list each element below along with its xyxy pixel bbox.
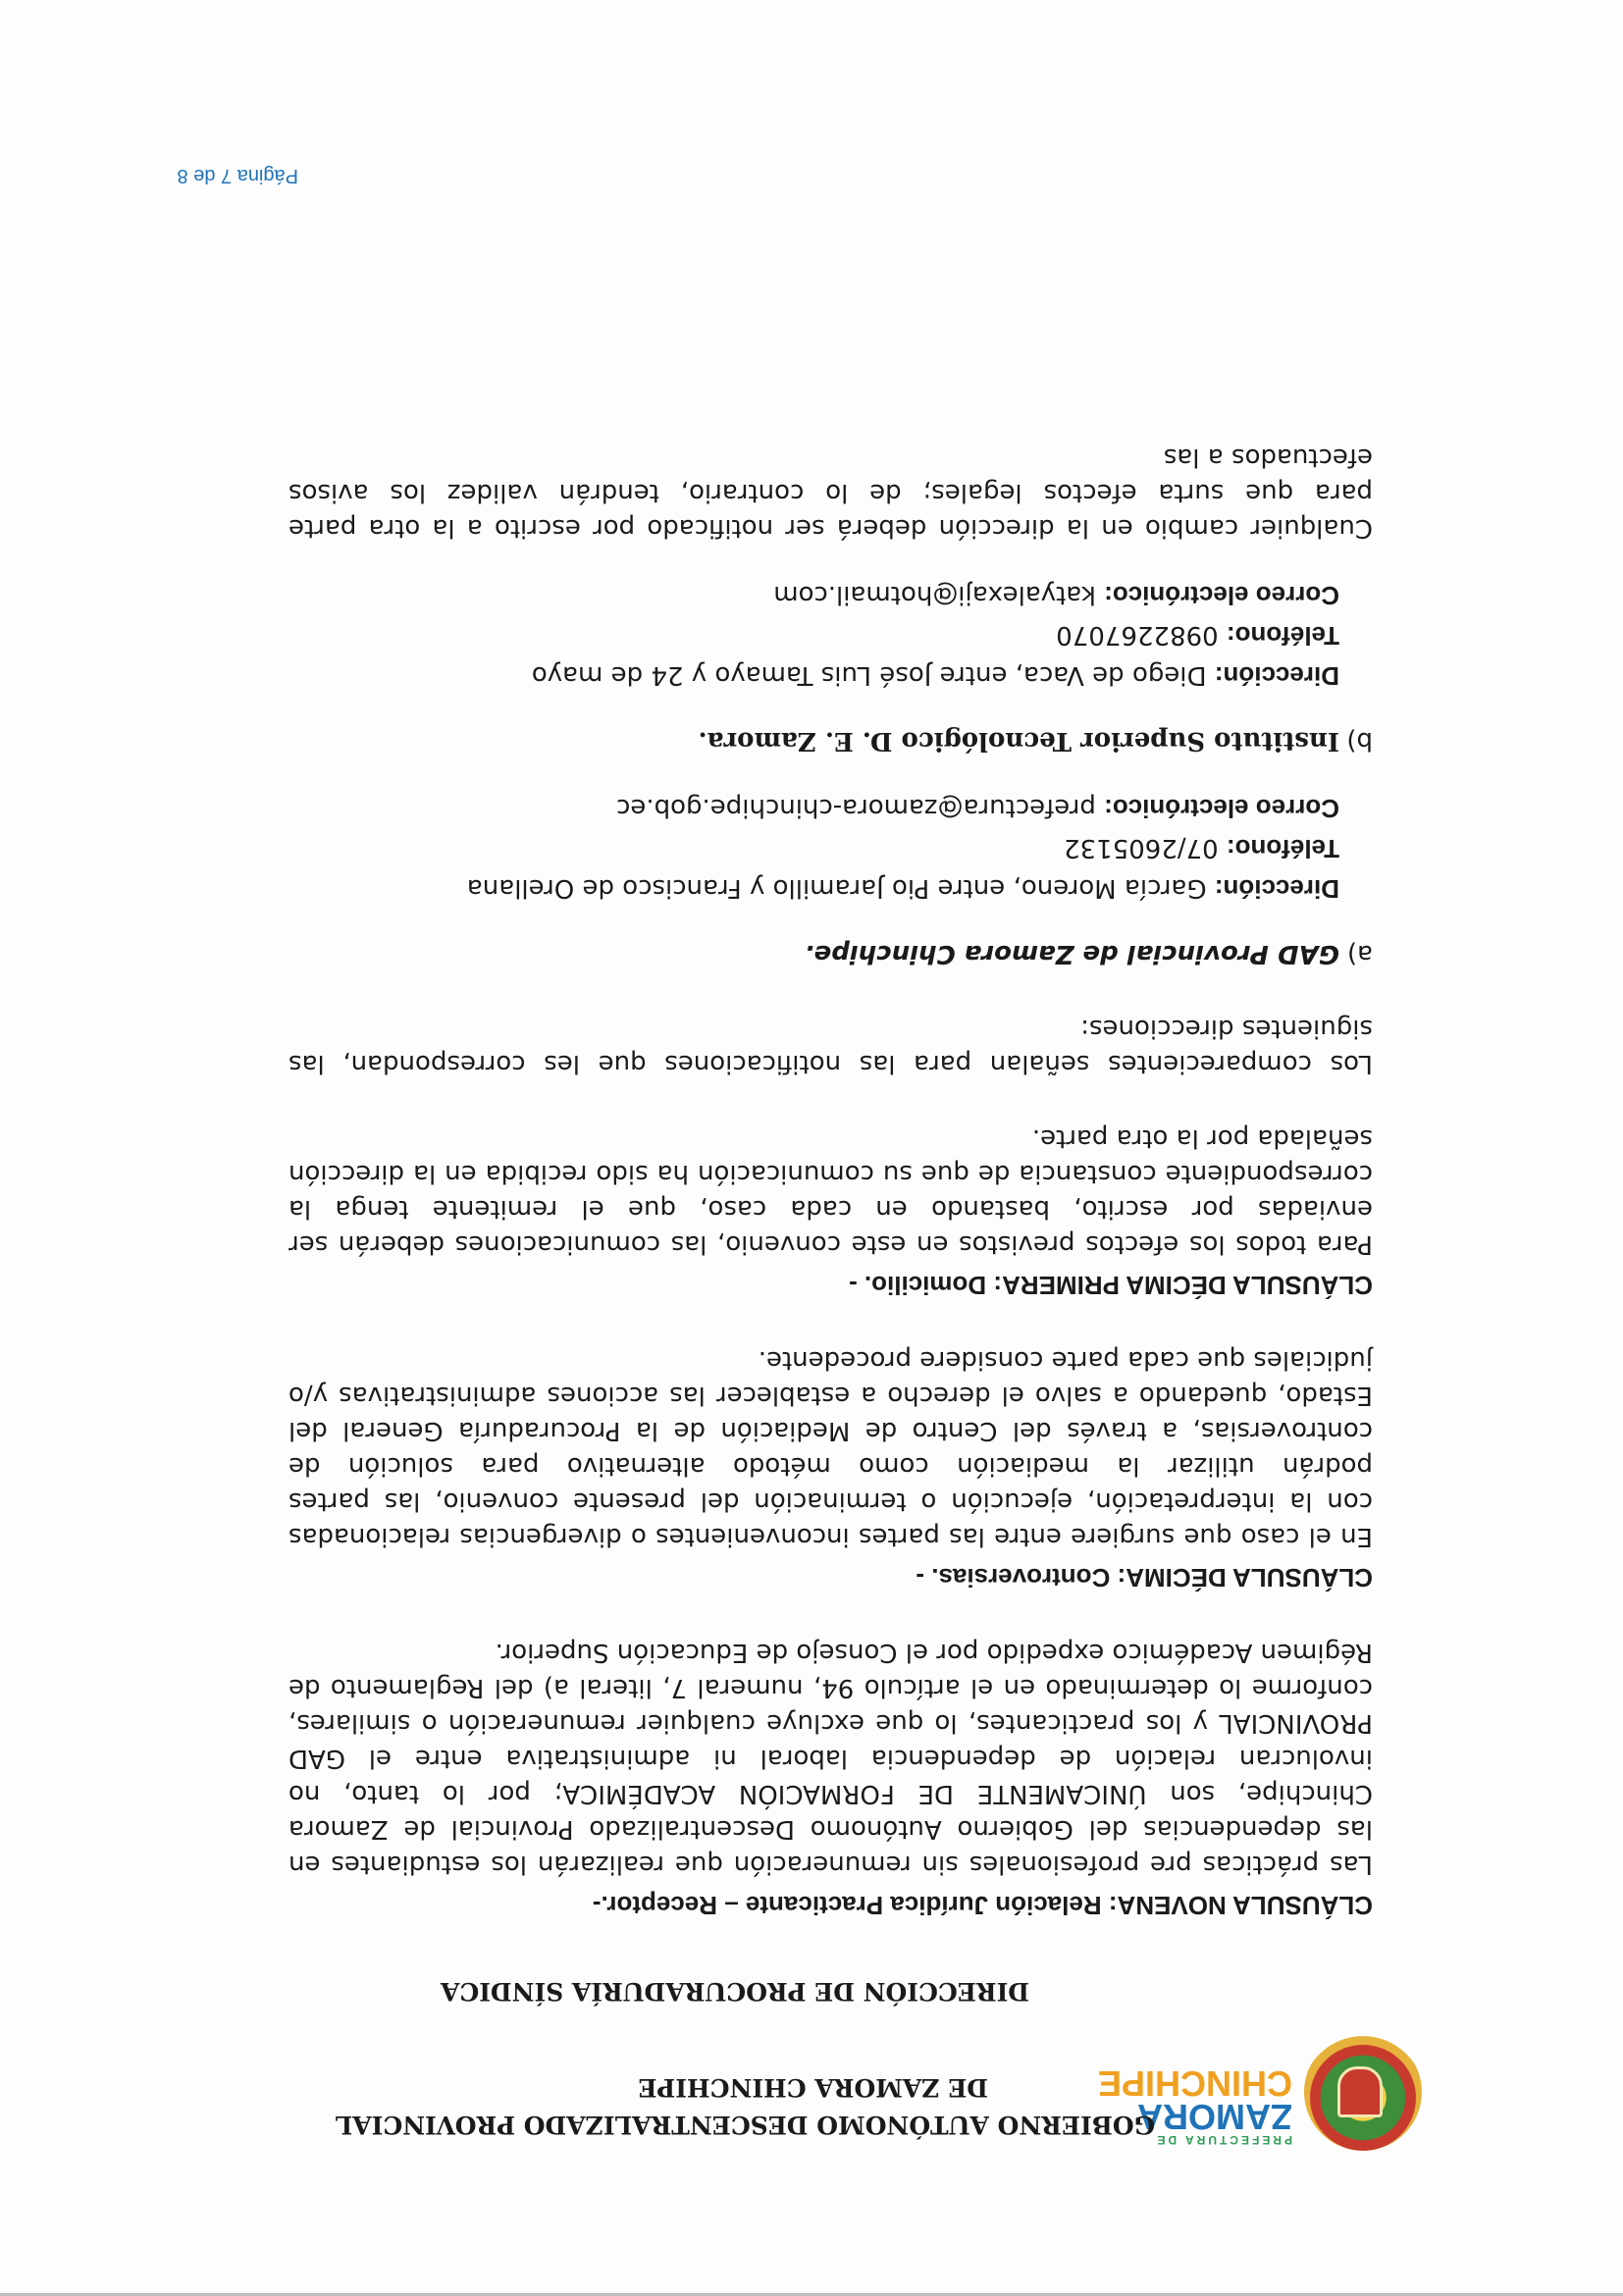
domicilio-paragraph-1: Para todos los efectos previstos en este convenio, las comunicaciones deberán ser enviadas por escrito, bastando en cada caso, que el remitente tenga la correspondiente constancia de que su comunicación ha sido recibida en la dirección señalada por la otra parte.: [288, 1123, 1373, 1259]
spacer: [288, 546, 1373, 575]
telefono-label: Teléfono:: [1226, 834, 1339, 863]
correo-value: katyalexaji@hotmail.com: [773, 580, 1096, 609]
clausula-decima-text: En el caso que surgiere entre las partes inconvenientes o divergencias relacionadas con la interpretación, ejecución o terminación del presente convenio, las partes podrán utilizar la mediación como método alternativo para solución de controversias, a través del Centro de Mediación de la Procuraduría General del Estado, quedando a salvo el derecho a establecer las acciones administrativas y/o judiciales que cada parte considere procedente.: [288, 1345, 1373, 1551]
party-b-name: Instituto Superior Tecnológico D. E. Zamora.: [698, 726, 1339, 756]
clausula-decima-heading: CLÁUSULA DÉCIMA: Controversias. -: [916, 1563, 1373, 1592]
domicilio-paragraph-3: Cualquier cambio en la dirección deberá ser notificado por escrito a la otra parte para que surta efectos legales; de lo contrario, tendrán validez los avisos efectuados a las: [288, 443, 1373, 543]
clausula-novena-text: Las prácticas pre profesionales sin remuneración que realizarán los estudiantes en las dependencias del Gobierno Autónomo Descentralizado Provincial de Zamora Chinchipe, son ÚNICAMENTE DE FORMACIÓN ACADÉMICA; por lo tanto, no involucran relación de dependencia laboral ni administrativa entre el GAD PROVINCIAL y los practicantes, lo que excluye cualquier remuneración o similares, conforme lo determinado en el artículo 94, numeral 7, literal a) del Reglamento de Régimen Académico expedido por el Consejo de Educación Superior.: [288, 1638, 1373, 1879]
party-b: [288, 723, 1373, 758]
correo-value: prefectura@zamora-chinchipe.gob.ec: [616, 793, 1096, 822]
telefono-value: 0982267070: [1056, 620, 1219, 650]
telefono-value: 07/2605132: [1064, 833, 1219, 862]
brand-prefix: PREFECTURA DE: [1154, 2133, 1292, 2147]
brand-name-chinchipe: CHINCHIPE: [1097, 2063, 1292, 2104]
party-a-telefono: [288, 828, 1339, 868]
direccion-label: Dirección:: [1214, 661, 1339, 691]
party-a-direccion: [288, 868, 1339, 909]
institution-name: [336, 2068, 1155, 2143]
direccion-value: Diego de Vaca, entre José Luis Tamayo y 24 de mayo: [531, 660, 1207, 690]
domicilio-paragraph-2: Los comparecientes señalan para las notificaciones que les correspondan, las siguientes direcciones:: [288, 1014, 1373, 1078]
document-body: [288, 400, 1373, 1923]
institution-line-1: GOBIERNO AUTÓNOMO DESCENTRALIZADO PROVINCIAL: [335, 2111, 1155, 2139]
department-title: DIRECCIÓN DE PROCURADURÍA SÍNDICA: [440, 1977, 1029, 2006]
party-b-correo: [288, 575, 1339, 615]
page-number: Página 7 de 8: [177, 165, 298, 186]
party-b-direccion: [288, 655, 1339, 696]
spacer: [288, 758, 1373, 788]
brand-name-zamora: ZAMORA: [1137, 2097, 1292, 2137]
party-a: [288, 936, 1373, 971]
party-a-details: [288, 788, 1339, 909]
institution-line-2: DE ZAMORA CHINCHIPE: [638, 2073, 988, 2102]
coat-of-arms-logo: [1304, 2033, 1422, 2151]
clausula-decima-primera-heading: CLÁUSULA DÉCIMA PRIMERA: Domicilio. -: [849, 1271, 1373, 1300]
telefono-label: Teléfono:: [1226, 621, 1339, 651]
direccion-label: Dirección:: [1214, 874, 1339, 904]
party-a-name: GAD Provincial de Zamora Chinchipe.: [804, 939, 1339, 968]
correo-label: Correo electrónico:: [1104, 794, 1339, 823]
party-a-label: a): [1346, 939, 1373, 968]
direccion-value: García Moreno, entre Pio Jaramillo y Francisco de Orellana: [466, 873, 1207, 903]
party-b-telefono: [288, 615, 1339, 655]
letterhead: [146, 1945, 1422, 2151]
party-b-details: [288, 575, 1339, 696]
party-a-correo: [288, 788, 1339, 828]
shield-icon: [1337, 2066, 1383, 2117]
party-b-label: b): [1346, 726, 1373, 756]
clausula-novena-heading: CLÁUSULA NOVENA: Relación Jurídica Practicante – Receptor.-: [592, 1891, 1373, 1920]
correo-label: Correo electrónico:: [1104, 581, 1339, 610]
